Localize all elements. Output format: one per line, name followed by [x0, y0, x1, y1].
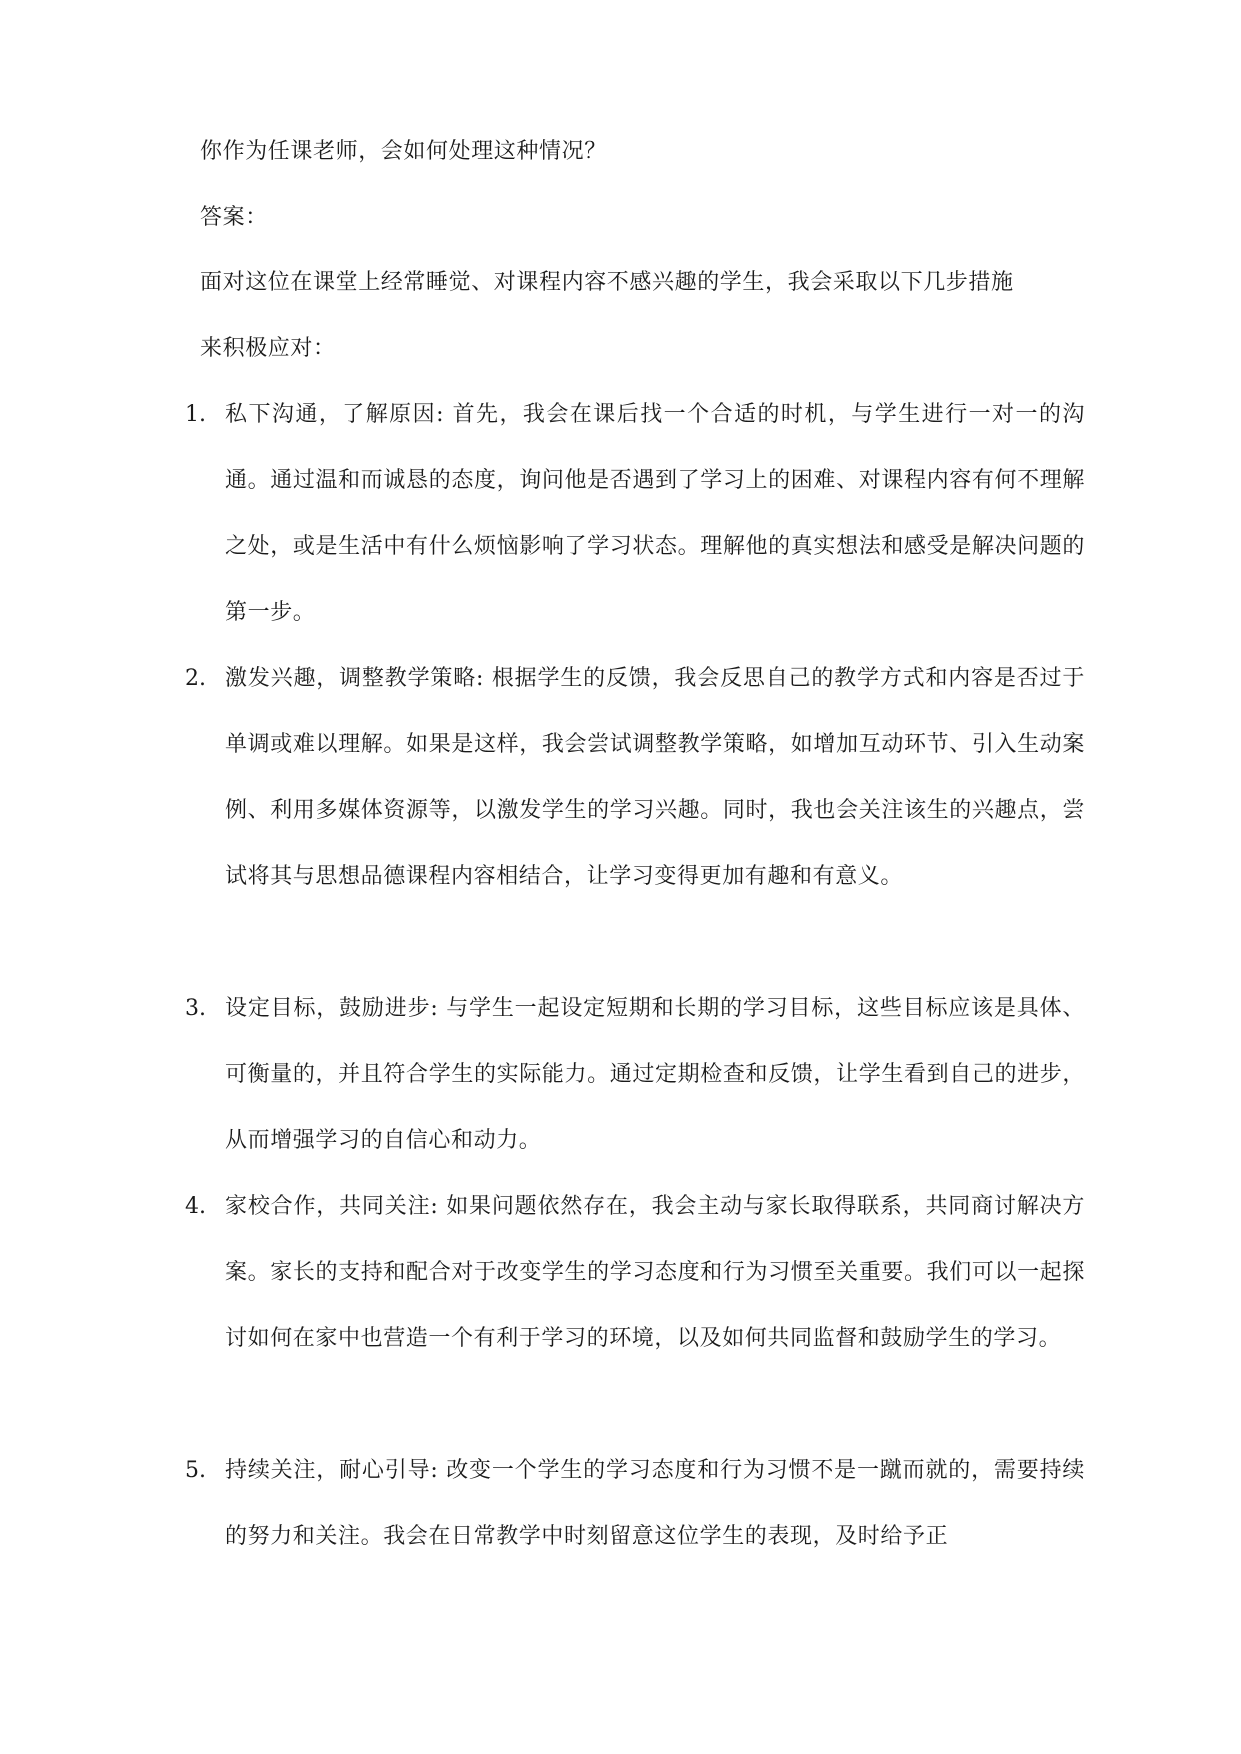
list-item-title: 持续关注，耐心引导: [225, 1458, 447, 1483]
list-item-text: 如果问题依然存在，我会主动与家长取得联系，共同商讨解决方案。家长的支持和配合对于改变学生的学习态度和行为习惯至关重要。我们可以一起探讨如何在家中也营造一个有利于学习的环境，以及如何共同监督和鼓励学生的学习。 [225, 1194, 1085, 1351]
list-item-number: 5. [185, 1458, 206, 1483]
list-item-title: 设定目标，鼓励进步: [225, 996, 447, 1021]
list-item [185, 400, 1085, 664]
list-item-number: 3. [185, 996, 206, 1021]
list-item [185, 994, 1085, 1192]
list-item-text: 首先，我会在课后找一个合适的时机，与学生进行一对一的沟通。通过温和而诚恳的态度，询问他是否遇到了学习上的困难、对课程内容有何不理解之处，或是生活中有什么烦恼影响了学习状态。理解他的真实想法和感受是解决问题的第一步。 [225, 402, 1085, 625]
list-item-body [225, 1438, 1085, 1570]
list-item-number: 1. [185, 402, 206, 427]
list-item-body [225, 1174, 1085, 1372]
list-item-title: 家校合作，共同关注: [225, 1194, 447, 1219]
list-item-number: 4. [185, 1194, 206, 1219]
list-item-title: 激发兴趣，调整教学策略: [225, 666, 492, 691]
answer-label: 答案： [200, 205, 268, 230]
intro-line-2: 来积极应对： [200, 336, 336, 361]
list-item [185, 1456, 1085, 1588]
list-item [185, 664, 1085, 994]
list-item-text: 与学生一起设定短期和长期的学习目标，这些目标应该是具体、可衡量的，并且符合学生的实际能力。通过定期检查和反馈，让学生看到自己的进步，从而增强学习的自信心和动力。 [225, 996, 1085, 1153]
list-item-body [225, 646, 1085, 910]
list-item-text: 改变一个学生的学习态度和行为习惯不是一蹴而就的，需要持续的努力和关注。我会在日常教学中时刻留意这位学生的表现，及时给予正 [225, 1458, 1085, 1549]
list-item-body [225, 976, 1085, 1174]
list-item-text: 根据学生的反馈，我会反思自己的教学方式和内容是否过于单调或难以理解。如果是这样，我会尝试调整教学策略，如增加互动环节、引入生动案例、利用多媒体资源等，以激发学生的学习兴趣。同时，我也会关注该生的兴趣点，尝试将其与思想品德课程内容相结合，让学习变得更加有趣和有意义。 [225, 666, 1085, 889]
list-item-body [225, 382, 1085, 646]
list-item-title: 私下沟通，了解原因: [225, 402, 453, 427]
question-tail: 你作为任课老师，会如何处理这种情况？ [200, 139, 607, 164]
intro-line-1: 面对这位在课堂上经常睡觉、对课程内容不感兴趣的学生，我会采取以下几步措施 [200, 270, 1014, 295]
list-item [185, 1192, 1085, 1456]
list-item-number: 2. [185, 666, 206, 691]
